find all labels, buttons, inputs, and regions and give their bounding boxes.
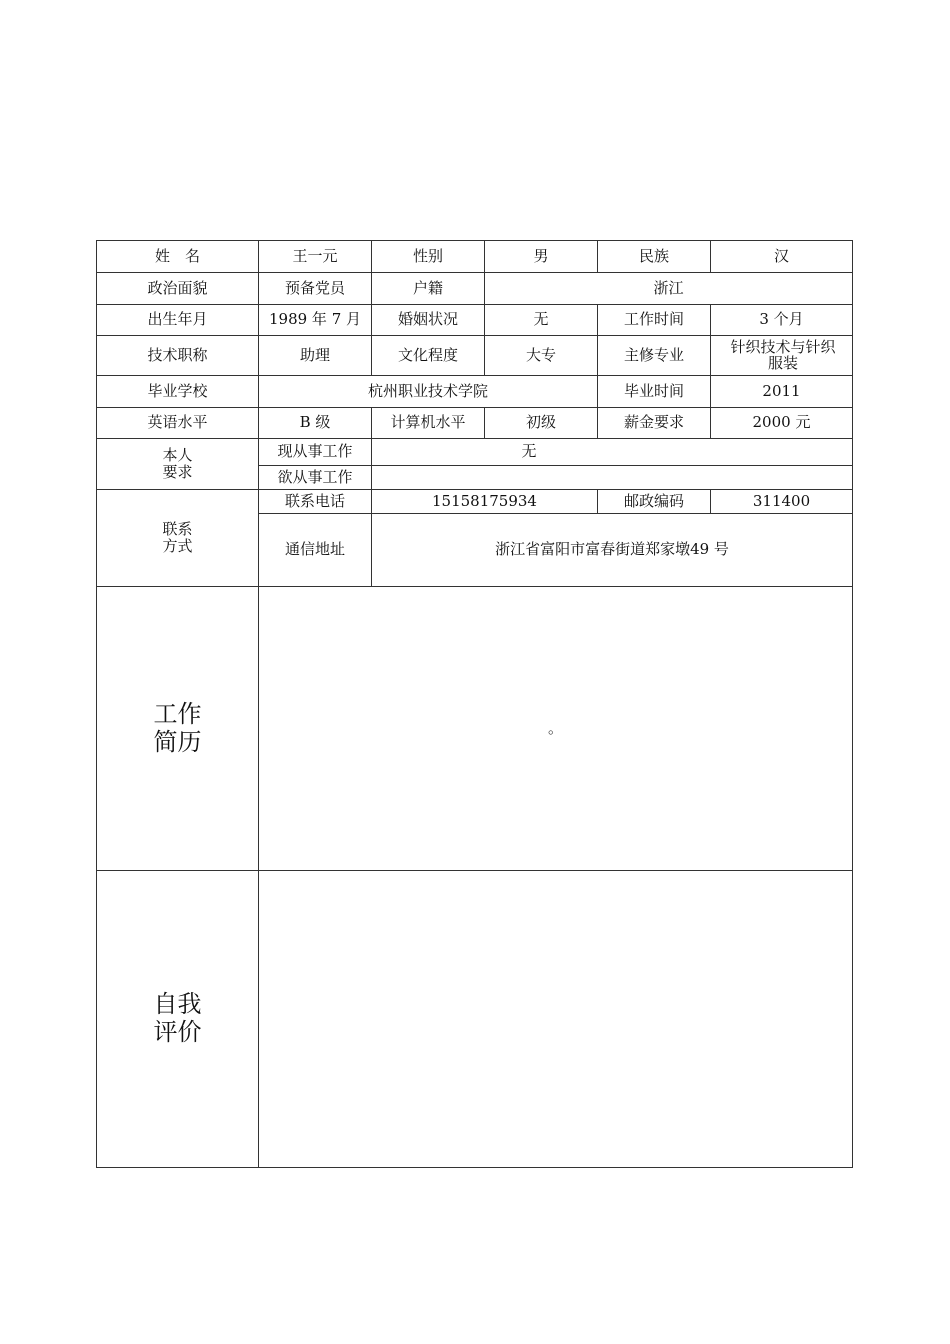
- row-english-level: [97, 408, 853, 439]
- row-phone: [97, 490, 853, 514]
- graduation-time-value: 2011: [711, 376, 853, 408]
- postal-code-label: 邮政编码: [598, 490, 711, 514]
- postal-code-value: 311400: [711, 490, 853, 514]
- work-experience-label: 工作时间: [598, 305, 711, 336]
- name-value: 王一元: [259, 241, 372, 273]
- desired-job-value: [372, 466, 853, 490]
- name-label: 姓 名: [97, 241, 259, 273]
- current-job-value: 无: [372, 439, 853, 466]
- self-evaluation-content: [259, 871, 853, 1168]
- phone-value: 15158175934: [372, 490, 598, 514]
- address-label: 通信地址: [259, 514, 372, 587]
- current-job-label: 现从事工作: [259, 439, 372, 466]
- political-status-label: 政治面貌: [97, 273, 259, 305]
- row-self-evaluation: [97, 871, 853, 1168]
- row-school: [97, 376, 853, 408]
- self-evaluation-label-line1: 自我: [153, 990, 202, 1019]
- marital-status-label: 婚姻状况: [372, 305, 485, 336]
- self-evaluation-label-line2: 评价: [153, 1018, 202, 1046]
- graduation-time-label: 毕业时间: [598, 376, 711, 408]
- major-label: 主修专业: [598, 336, 711, 376]
- row-work-history: [97, 587, 853, 871]
- computer-level-label: 计算机水平: [372, 408, 485, 439]
- contact-label: [97, 490, 259, 587]
- technical-title-value: 助理: [259, 336, 372, 376]
- gender-value: 男: [485, 241, 598, 273]
- work-experience-value: 3 个月: [711, 305, 853, 336]
- technical-title-label: 技术职称: [97, 336, 259, 376]
- personal-requirements-label: [97, 439, 259, 490]
- phone-label: 联系电话: [259, 490, 372, 514]
- work-history-label-line1: 工作: [153, 699, 202, 728]
- education-level-label: 文化程度: [372, 336, 485, 376]
- school-label: 毕业学校: [97, 376, 259, 408]
- ethnicity-label: 民族: [598, 241, 711, 273]
- major-value-line1: 针织技术与针织: [730, 337, 836, 356]
- marital-status-value: 无: [485, 305, 598, 336]
- row-political-status: [97, 273, 853, 305]
- row-birth-date: [97, 305, 853, 336]
- household-registration-label: 户籍: [372, 273, 485, 305]
- political-status-value: 预备党员: [259, 273, 372, 305]
- row-technical-title: [97, 336, 853, 376]
- household-registration-value: 浙江: [485, 273, 853, 305]
- row-current-job: [97, 439, 853, 466]
- english-level-label: 英语水平: [97, 408, 259, 439]
- work-history-label: [97, 587, 259, 871]
- address-value: 浙江省富阳市富春街道郑家墩49 号: [372, 514, 853, 587]
- english-level-value: B 级: [259, 408, 372, 439]
- self-evaluation-label: [97, 871, 259, 1168]
- work-history-content: 。: [259, 587, 853, 871]
- personal-requirements-label-line2: 要求: [162, 463, 193, 481]
- major-value-line2: 服装: [767, 353, 798, 372]
- gender-label: 性别: [372, 241, 485, 273]
- personal-requirements-label-line1: 本人: [162, 445, 193, 464]
- desired-job-label: 欲从事工作: [259, 466, 372, 490]
- ethnicity-value: 汉: [711, 241, 853, 273]
- salary-requirement-label: 薪金要求: [598, 408, 711, 439]
- row-name: [97, 241, 853, 273]
- work-history-label-line2: 简历: [153, 727, 202, 756]
- salary-requirement-value: 2000 元: [711, 408, 853, 439]
- contact-label-line1: 联系: [162, 519, 193, 538]
- resume-form-table: [96, 240, 853, 1168]
- school-value: 杭州职业技术学院: [259, 376, 598, 408]
- birth-date-label: 出生年月: [97, 305, 259, 336]
- education-level-value: 大专: [485, 336, 598, 376]
- computer-level-value: 初级: [485, 408, 598, 439]
- major-value: [711, 336, 853, 376]
- contact-label-line2: 方式: [162, 537, 193, 555]
- birth-date-value: 1989 年 7 月: [259, 305, 372, 336]
